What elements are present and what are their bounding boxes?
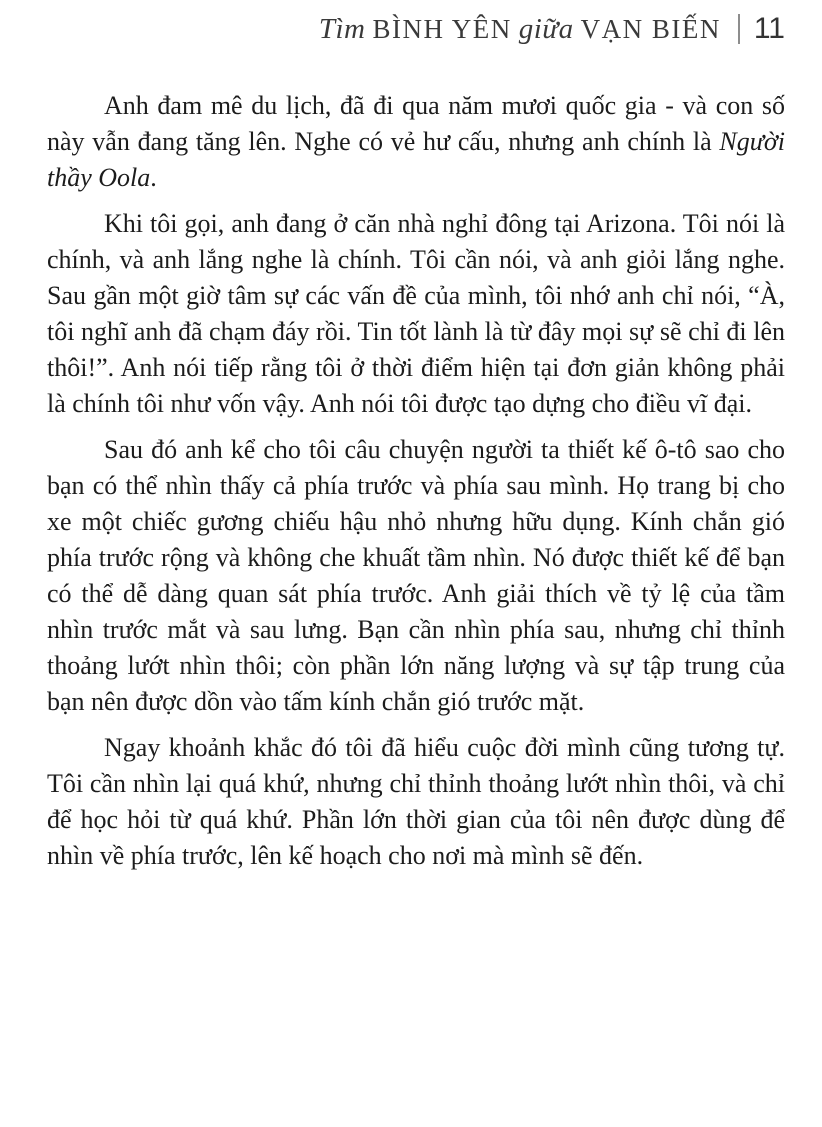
- header-word-tim: Tìm: [318, 13, 366, 45]
- running-header: [47, 12, 785, 46]
- header-separator-bar: [738, 14, 740, 44]
- page-number: 11: [753, 12, 785, 45]
- paragraph-1-italic-phrase: Người thầy Oola: [47, 127, 785, 192]
- header-word-giua: giữa: [518, 13, 574, 45]
- paragraph-1: [47, 88, 785, 196]
- paragraph-1-end: .: [150, 163, 157, 192]
- page-body: [47, 88, 785, 874]
- paragraph-1-text: Anh đam mê du lịch, đã đi qua năm mươi quốc gia - và con số này vẫn đang tăng lên. Nghe có vẻ hư cấu, nhưng anh chính là: [47, 91, 785, 156]
- header-word-binh-yen: BÌNH YÊN: [372, 14, 512, 44]
- paragraph-4: Ngay khoảnh khắc đó tôi đã hiểu cuộc đời mình cũng tương tự. Tôi cần nhìn lại quá khứ, nhưng chỉ thỉnh thoảng lướt nhìn thôi, và chỉ để học hỏi từ quá khứ. Phần lớn thời gian của tôi nên được dùng để nhìn về phía trước, lên kế hoạch cho nơi mà mình sẽ đến.: [47, 733, 785, 870]
- paragraph-3: Sau đó anh kể cho tôi câu chuyện người ta thiết kế ô-tô sao cho bạn có thể nhìn thấy cả phía trước và phía sau mình. Họ trang bị cho xe một chiếc gương chiếu hậu nhỏ nhưng hữu dụng. Kính chắn gió phía trước rộng và không che khuất tầm nhìn. Nó được thiết kế để bạn có thể dễ dàng quan sát phía trước. Anh giải thích về tỷ lệ của tầm nhìn trước mắt và sau lưng. Bạn cần nhìn phía sau, nhưng chỉ thỉnh thoảng lướt nhìn thôi; còn phần lớn năng lượng và sự tập trung của bạn nên được dồn vào tấm kính chắn gió trước mặt.: [47, 435, 785, 716]
- header-word-van-bien: VẠN BIẾN: [580, 14, 721, 44]
- paragraph-2: Khi tôi gọi, anh đang ở căn nhà nghỉ đông tại Arizona. Tôi nói là chính, và anh lắng nghe là chính. Tôi cần nói, và anh giỏi lắng nghe. Sau gần một giờ tâm sự các vấn đề của mình, tôi nhớ anh chỉ nói, “À, tôi nghĩ anh đã chạm đáy rồi. Tin tốt lành là từ đây mọi sự sẽ chỉ đi lên thôi!”. Anh nói tiếp rằng tôi ở thời điểm hiện tại đơn giản không phải là chính tôi như vốn vậy. Anh nói tôi được tạo dựng cho điều vĩ đại.: [47, 209, 785, 418]
